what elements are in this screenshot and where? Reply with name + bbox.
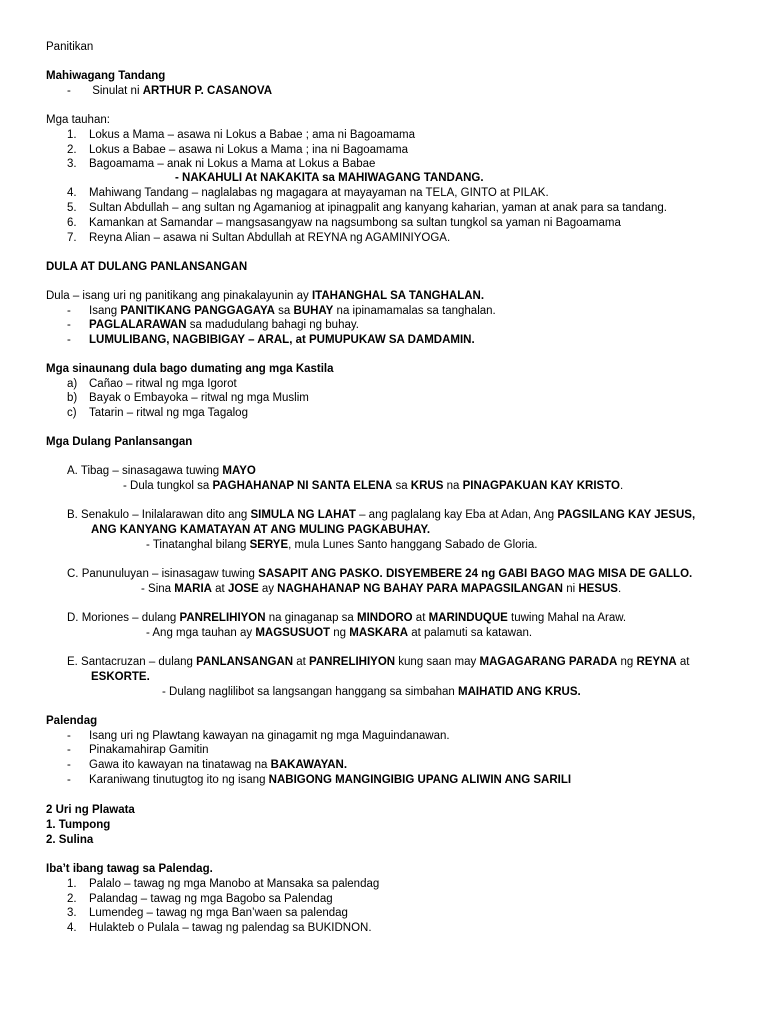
bold-text: BUHAY xyxy=(293,305,334,317)
bold-text: MAIHATID ANG KRUS. xyxy=(458,686,581,698)
definition-line xyxy=(46,289,484,303)
bold-text: SERYE xyxy=(249,539,289,551)
list-item: 3. Bagoamama – anak ni Lokus a Mama at Lokus a Babae xyxy=(67,158,376,170)
bullet-item: - Pinakamahirap Gamitin xyxy=(67,744,209,756)
play-item-e-cont xyxy=(91,670,150,684)
bold-text: JOSE xyxy=(227,583,259,595)
list-item: 6. Kamankan at Samandar – mangsasangyaw na nagsumbong sa sultan tungkol sa yaman ni Bagoamama xyxy=(67,217,621,229)
bold-text: MAGAGARANG PARADA xyxy=(479,656,618,668)
list-item: 4. Mahiwang Tandang – naglalabas ng magagara at mayayaman na TELA, GINTO at PILAK. xyxy=(67,187,549,199)
bold-text: HESUS xyxy=(578,583,618,595)
author-line: - Sinulat ni ARTHUR P. CASANOVA xyxy=(67,85,272,97)
list-item: c) Tatarin – ritwal ng mga Tagalog xyxy=(67,407,248,419)
section-heading: Mga sinaunang dula bago dumating ang mga Kastila xyxy=(46,363,334,375)
play-item-c-note xyxy=(141,582,621,596)
text: at palamuti sa katawan. xyxy=(408,627,533,639)
text: , mula Lunes Santo hanggang Sabado de Gloria. xyxy=(288,539,538,551)
text: ng xyxy=(330,627,350,639)
text: – ang paglalang kay Eba at Adan, Ang xyxy=(355,509,558,521)
list-item: 7. Reyna Alian – asawa ni Sultan Abdullah at REYNA ng AGAMINIYOGA. xyxy=(67,232,451,244)
bullet-item: - LUMULIBANG, NAGBIBIGAY – ARAL, at PUMUPUKAW SA DAMDAMIN. xyxy=(67,334,475,346)
text: - Sina xyxy=(141,583,175,595)
bold-text: PAGHAHANAP NI SANTA ELENA xyxy=(212,480,393,492)
text: at xyxy=(676,656,690,668)
text: - Dulang naglilibot sa langsangan hanggang sa simbahan xyxy=(162,686,459,698)
page-title: Panitikan xyxy=(46,41,94,53)
bold-text: ANG KANYANG KAMATAYAN AT ANG MULING PAGKABUHAY. xyxy=(91,524,431,536)
bold-text: ITAHANGHAL SA TANGHALAN. xyxy=(311,290,485,302)
text: Dula – isang uri ng panitikang ang pinakalayunin ay xyxy=(46,290,312,302)
bullet-item: - PAGLALARAWAN sa madudulang bahagi ng buhay. xyxy=(67,319,359,331)
bold-text: MAGSUSUOT xyxy=(255,627,331,639)
bold-text: MARINDUQUE xyxy=(428,612,508,624)
bold-text: REYNA xyxy=(636,656,677,668)
bold-text: BAKAWAYAN. xyxy=(270,759,348,771)
text: kung saan may xyxy=(395,656,480,668)
text: E. Santacruzan – dulang xyxy=(67,656,197,668)
bold-text: SIMULA NG LAHAT xyxy=(250,509,356,521)
bold-text: PANITIKANG PANGGAGAYA xyxy=(120,305,275,317)
section-heading: 2 Uri ng Plawata xyxy=(46,804,135,816)
list-item: 1. Tumpong xyxy=(46,819,111,831)
sub-note: - NAKAHULI At NAKAKITA sa MAHIWAGANG TANDANG. xyxy=(175,172,484,184)
text: C. Panunuluyan – isinasagaw tuwing xyxy=(67,568,259,580)
section-heading: Mga Dulang Panlansangan xyxy=(46,436,193,448)
play-item-c xyxy=(67,567,692,581)
text: sa madudulang bahagi ng buhay. xyxy=(186,319,359,331)
bold-text: MINDORO xyxy=(357,612,413,624)
text: sa xyxy=(274,305,294,317)
section-heading: DULA AT DULANG PANLANSANGAN xyxy=(46,261,248,273)
play-item-a-note xyxy=(123,479,623,493)
section-heading: Palendag xyxy=(46,715,98,727)
play-item-a xyxy=(67,464,256,478)
bold-text: SASAPIT ANG PASKO. DISYEMBERE 24 ng GABI BAGO MAG MISA DE GALLO. xyxy=(258,568,693,580)
story-heading: Mahiwagang Tandang xyxy=(46,70,166,82)
bold-text: ESKORTE. xyxy=(91,671,150,683)
bullet-item: - Isang PANITIKANG PANGGAGAYA sa BUHAY na ipinamamalas sa tanghalan. xyxy=(67,305,496,317)
bold-text: PAGLALARAWAN xyxy=(89,319,187,331)
text: Isang xyxy=(89,305,121,317)
bold-text: KRUS xyxy=(410,480,444,492)
play-item-e xyxy=(67,655,690,669)
text: D. Moriones – dulang xyxy=(67,612,180,624)
bold-text: MARIA xyxy=(174,583,212,595)
text: ay xyxy=(258,583,278,595)
bold-text: PINAGPAKUAN KAY KRISTO xyxy=(462,480,620,492)
text: - Ang mga tauhan ay xyxy=(146,627,256,639)
play-item-d-note xyxy=(146,626,532,640)
text: Gawa ito kawayan na tinatawag na xyxy=(89,759,271,771)
bold-text: PANLANSANGAN xyxy=(196,656,294,668)
list-item: a) Cañao – ritwal ng mga Igorot xyxy=(67,378,237,390)
text: B. Senakulo – Inilalarawan dito ang xyxy=(67,509,251,521)
bullet-item: - Gawa ito kawayan na tinatawag na BAKAWAYAN. xyxy=(67,759,348,771)
list-item: 1. Lokus a Mama – asawa ni Lokus a Babae ; ama ni Bagoamama xyxy=(67,129,416,141)
dash-bullet: - xyxy=(67,85,71,97)
list-item: 2. Palandag – tawag ng mga Bagobo sa Palendag xyxy=(67,893,333,905)
play-item-e-note xyxy=(162,685,581,699)
text: at xyxy=(293,656,310,668)
text: na xyxy=(443,480,463,492)
play-item-b xyxy=(67,508,695,522)
text: . xyxy=(617,583,622,595)
list-item: 4. Hulakteb o Pulala – tawag ng palendag sa BUKIDNON. xyxy=(67,922,372,934)
play-item-b-cont xyxy=(91,523,430,537)
text: Karaniwang tinutugtog ito ng isang xyxy=(89,774,269,786)
text: A. Tibag – sinasagawa tuwing xyxy=(67,465,223,477)
bold-text: PANRELIHIYON xyxy=(309,656,396,668)
text: Pinakamahirap Gamitin xyxy=(89,744,209,756)
bold-text: PAGSILANG KAY JESUS, xyxy=(557,509,696,521)
text: sa xyxy=(392,480,411,492)
list-item: 1. Palalo – tawag ng mga Manobo at Mansaka sa palendag xyxy=(67,878,380,890)
list-item: b) Bayak o Embayoka – ritwal ng mga Muslim xyxy=(67,392,309,404)
list-item: 3. Lumendeg – tawag ng mga Ban’waen sa palendag xyxy=(67,907,348,919)
text: ni xyxy=(563,583,579,595)
bold-text: LUMULIBANG, NAGBIBIGAY – ARAL, at PUMUPUKAW SA DAMDAMIN. xyxy=(89,334,475,346)
text: at xyxy=(412,612,429,624)
bold-text: NAGHAHANAP NG BAHAY PARA MAPAGSILANGAN xyxy=(277,583,563,595)
text: na ginaganap sa xyxy=(265,612,358,624)
bold-text: PANRELIHIYON xyxy=(179,612,266,624)
bold-text: MAYO xyxy=(222,465,256,477)
text: tuwing Mahal na Araw. xyxy=(507,612,627,624)
text: - Dula tungkol sa xyxy=(123,480,213,492)
list-item: 2. Lokus a Babae – asawa ni Lokus a Mama ; ina ni Bagoamama xyxy=(67,144,408,156)
text: na ipinamamalas sa tanghalan. xyxy=(333,305,496,317)
text: - Tinatanghal bilang xyxy=(146,539,250,551)
bullet-item: - Isang uri ng Plawtang kawayan na ginagamit ng mga Maguindanawan. xyxy=(67,730,450,742)
list-item: 5. Sultan Abdullah – ang sultan ng Agamaniog at ipinagpalit ang kanyang kaharian, yaman at anak para sa tandang. xyxy=(67,202,667,214)
play-item-d xyxy=(67,611,626,625)
bold-text: MASKARA xyxy=(349,627,409,639)
text: Isang uri ng Plawtang kawayan na ginagamit ng mga Maguindanawan. xyxy=(89,730,450,742)
bullet-item: - Karaniwang tinutugtog ito ng isang NABIGONG MANGINGIBIG UPANG ALIWIN ANG SARILI xyxy=(67,774,572,786)
list-item: 2. Sulina xyxy=(46,834,94,846)
text: at xyxy=(211,583,228,595)
characters-heading: Mga tauhan: xyxy=(46,114,110,126)
section-heading: Iba’t ibang tawag sa Palendag. xyxy=(46,863,213,875)
bold-text: NABIGONG MANGINGIBIG UPANG ALIWIN ANG SARILI xyxy=(268,774,572,786)
text: ng xyxy=(617,656,637,668)
play-item-b-note xyxy=(146,538,538,552)
text: . xyxy=(619,480,624,492)
